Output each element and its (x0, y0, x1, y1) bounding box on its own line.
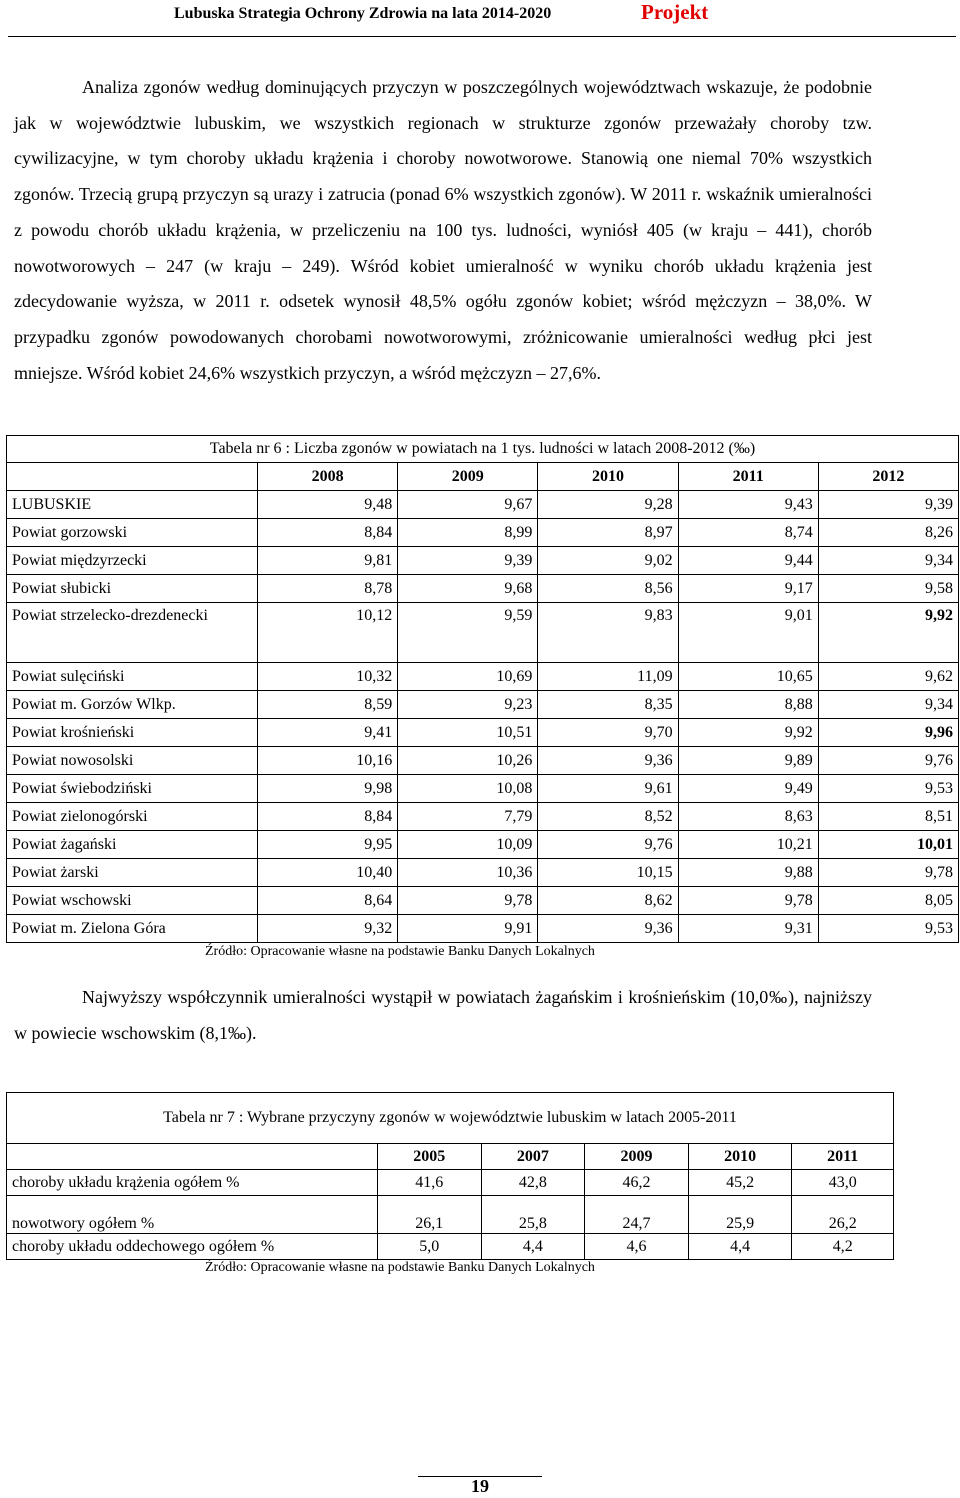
value-cell: 9,53 (818, 775, 958, 803)
value-cell: 9,88 (678, 859, 818, 887)
value-cell: 9,48 (258, 491, 398, 519)
table-causes-of-death (6, 1092, 894, 1260)
year-header: 2009 (398, 463, 538, 491)
value-cell: 8,52 (538, 803, 678, 831)
value-cell: 9,76 (538, 831, 678, 859)
value-cell: 9,96 (818, 719, 958, 747)
value-cell: 11,09 (538, 663, 678, 691)
value-cell: 8,59 (258, 691, 398, 719)
cause-name-cell: choroby układu oddechowego ogółem % (7, 1234, 378, 1260)
value-cell: 43,0 (792, 1170, 894, 1196)
value-cell: 9,61 (538, 775, 678, 803)
value-cell: 9,59 (398, 603, 538, 663)
value-cell: 26,2 (792, 1196, 894, 1234)
value-cell: 9,02 (538, 547, 678, 575)
value-cell: 10,51 (398, 719, 538, 747)
table-source-note: Źródło: Opracowanie własne na podstawie Banku Danych Lokalnych (205, 944, 595, 959)
value-cell: 46,2 (585, 1170, 689, 1196)
county-name-cell: Powiat międzyrzecki (7, 547, 258, 575)
table-row (7, 747, 959, 775)
value-cell: 9,70 (538, 719, 678, 747)
value-cell: 8,64 (258, 887, 398, 915)
table-caption: Tabela nr 6 : Liczba zgonów w powiatach na 1 tys. ludności w latach 2008-2012 (‰) (7, 436, 959, 463)
year-header: 2010 (538, 463, 678, 491)
value-cell: 4,2 (792, 1234, 894, 1260)
value-cell: 7,79 (398, 803, 538, 831)
table-header-row (7, 463, 959, 491)
value-cell: 9,58 (818, 575, 958, 603)
value-cell: 10,36 (398, 859, 538, 887)
year-header: 2011 (678, 463, 818, 491)
table-row (7, 915, 959, 943)
value-cell: 9,44 (678, 547, 818, 575)
value-cell: 8,78 (258, 575, 398, 603)
county-name-cell: Powiat krośnieński (7, 719, 258, 747)
year-header: 2007 (481, 1144, 585, 1170)
value-cell: 9,36 (538, 915, 678, 943)
table-row (7, 603, 959, 663)
county-name-cell: Powiat nowosolski (7, 747, 258, 775)
page-number: 19 (471, 1476, 489, 1496)
value-cell: 24,7 (585, 1196, 689, 1234)
table-row (7, 691, 959, 719)
value-cell: 9,81 (258, 547, 398, 575)
header-empty-cell (7, 1144, 378, 1170)
table-caption-row (7, 436, 959, 463)
value-cell: 9,36 (538, 747, 678, 775)
table-row (7, 547, 959, 575)
value-cell: 10,09 (398, 831, 538, 859)
value-cell: 9,01 (678, 603, 818, 663)
value-cell: 4,4 (688, 1234, 792, 1260)
value-cell: 9,34 (818, 547, 958, 575)
value-cell: 8,51 (818, 803, 958, 831)
value-cell: 9,89 (678, 747, 818, 775)
county-name-cell: Powiat strzelecko-drezdenecki (7, 603, 258, 663)
value-cell: 9,53 (818, 915, 958, 943)
value-cell: 9,92 (678, 719, 818, 747)
table-row (7, 1234, 894, 1260)
value-cell: 9,39 (818, 491, 958, 519)
value-cell: 8,99 (398, 519, 538, 547)
value-cell: 45,2 (688, 1170, 792, 1196)
value-cell: 26,1 (378, 1196, 482, 1234)
header-divider (8, 36, 956, 37)
county-name-cell: Powiat świebodziński (7, 775, 258, 803)
cause-name-cell: choroby układu krążenia ogółem % (7, 1170, 378, 1196)
paragraph-highest-mortality: Najwyższy współczynnik umieralności wystąpił w powiatach żagańskim i krośnieńskim (10,0‰), najniższy w powiecie wschowskim (8,1‰). (14, 987, 872, 1043)
table-row (7, 803, 959, 831)
draft-badge: Projekt (641, 0, 709, 24)
value-cell: 8,88 (678, 691, 818, 719)
table-row (7, 775, 959, 803)
table-row (7, 519, 959, 547)
header-empty-cell (7, 463, 258, 491)
table-row (7, 859, 959, 887)
value-cell: 9,76 (818, 747, 958, 775)
year-header: 2012 (818, 463, 958, 491)
value-cell: 5,0 (378, 1234, 482, 1260)
table-row (7, 575, 959, 603)
value-cell: 8,63 (678, 803, 818, 831)
value-cell: 9,49 (678, 775, 818, 803)
value-cell: 8,26 (818, 519, 958, 547)
value-cell: 9,68 (398, 575, 538, 603)
paragraph-mortality-analysis: Analiza zgonów według dominujących przyczyn w poszczególnych województwach wskazuje, że podobnie jak w województwie lubuskim, we wszystkich regionach w strukturze zgonów przeważały choroby tzw. cywilizacyjne, w tym choroby układu krążenia i choroby nowotworowe. Stanowią one niemal 70% wszystkich zgonów. Trzecią grupą przyczyn są urazy i zatrucia (ponad 6% wszystkich zgonów). W 2011 r. wskaźnik umieralności z powodu chorób układu krążenia, w przeliczeniu na 100 tys. ludności, wyniósł 405 (w kraju – 441), chorób nowotworowych – 247 (w kraju – 249). Wśród kobiet umieralność w wyniku chorób układu krążenia jest zdecydowanie wyższa, w 2011 r. odsetek wynosił 48,5% ogółu zgonów kobiet; wśród mężczyzn – 38,0%. W przypadku zgonów powodowanych chorobami nowotworowymi, zróżnicowanie umieralności według płci jest mniejsze. Wśród kobiet 24,6% wszystkich przyczyn, a wśród mężczyzn – 27,6%. (14, 77, 872, 383)
cause-name-cell: nowotwory ogółem % (7, 1196, 378, 1234)
value-cell: 8,62 (538, 887, 678, 915)
value-cell: 9,43 (678, 491, 818, 519)
county-name-cell: Powiat żagański (7, 831, 258, 859)
county-name-cell: Powiat słubicki (7, 575, 258, 603)
value-cell: 9,41 (258, 719, 398, 747)
page-header (0, 0, 960, 30)
value-cell: 10,65 (678, 663, 818, 691)
county-name-cell: LUBUSKIE (7, 491, 258, 519)
year-header: 2009 (585, 1144, 689, 1170)
value-cell: 9,34 (818, 691, 958, 719)
value-cell: 9,98 (258, 775, 398, 803)
value-cell: 10,40 (258, 859, 398, 887)
value-cell: 8,56 (538, 575, 678, 603)
table-caption-row (7, 1093, 894, 1144)
table-row (7, 1196, 894, 1234)
value-cell: 9,23 (398, 691, 538, 719)
value-cell: 10,08 (398, 775, 538, 803)
table-row (7, 491, 959, 519)
value-cell: 10,32 (258, 663, 398, 691)
value-cell: 9,31 (678, 915, 818, 943)
value-cell: 9,39 (398, 547, 538, 575)
value-cell: 25,9 (688, 1196, 792, 1234)
value-cell: 42,8 (481, 1170, 585, 1196)
value-cell: 4,4 (481, 1234, 585, 1260)
value-cell: 8,97 (538, 519, 678, 547)
year-header: 2011 (792, 1144, 894, 1170)
table-row (7, 719, 959, 747)
year-header: 2005 (378, 1144, 482, 1170)
value-cell: 41,6 (378, 1170, 482, 1196)
table-body (7, 491, 959, 943)
value-cell: 8,74 (678, 519, 818, 547)
value-cell: 9,17 (678, 575, 818, 603)
county-name-cell: Powiat m. Gorzów Wlkp. (7, 691, 258, 719)
value-cell: 8,84 (258, 519, 398, 547)
value-cell: 8,35 (538, 691, 678, 719)
value-cell: 9,92 (818, 603, 958, 663)
value-cell: 10,26 (398, 747, 538, 775)
county-name-cell: Powiat wschowski (7, 887, 258, 915)
value-cell: 10,21 (678, 831, 818, 859)
table-source-note: Źródło: Opracowanie własne na podstawie Banku Danych Lokalnych (205, 1260, 595, 1275)
document-title: Lubuska Strategia Ochrony Zdrowia na lata 2014-2020 (174, 5, 552, 22)
county-name-cell: Powiat m. Zielona Góra (7, 915, 258, 943)
value-cell: 4,6 (585, 1234, 689, 1260)
table-caption: Tabela nr 7 : Wybrane przyczyny zgonów w województwie lubuskim w latach 2005-2011 (7, 1093, 894, 1144)
year-header: 2010 (688, 1144, 792, 1170)
value-cell: 10,01 (818, 831, 958, 859)
year-header: 2008 (258, 463, 398, 491)
value-cell: 25,8 (481, 1196, 585, 1234)
county-name-cell: Powiat sulęciński (7, 663, 258, 691)
value-cell: 9,62 (818, 663, 958, 691)
value-cell: 9,83 (538, 603, 678, 663)
value-cell: 8,84 (258, 803, 398, 831)
value-cell: 9,28 (538, 491, 678, 519)
table-deaths-by-county (6, 435, 959, 943)
value-cell: 9,91 (398, 915, 538, 943)
table-row (7, 663, 959, 691)
value-cell: 9,32 (258, 915, 398, 943)
value-cell: 10,69 (398, 663, 538, 691)
county-name-cell: Powiat zielonogórski (7, 803, 258, 831)
table-body (7, 1170, 894, 1260)
value-cell: 9,95 (258, 831, 398, 859)
value-cell: 10,16 (258, 747, 398, 775)
value-cell: 10,12 (258, 603, 398, 663)
value-cell: 10,15 (538, 859, 678, 887)
table-row (7, 831, 959, 859)
value-cell: 9,78 (818, 859, 958, 887)
county-name-cell: Powiat żarski (7, 859, 258, 887)
table-header-row (7, 1144, 894, 1170)
table-row (7, 1170, 894, 1196)
table-row (7, 887, 959, 915)
value-cell: 8,05 (818, 887, 958, 915)
county-name-cell: Powiat gorzowski (7, 519, 258, 547)
value-cell: 9,67 (398, 491, 538, 519)
value-cell: 9,78 (678, 887, 818, 915)
value-cell: 9,78 (398, 887, 538, 915)
